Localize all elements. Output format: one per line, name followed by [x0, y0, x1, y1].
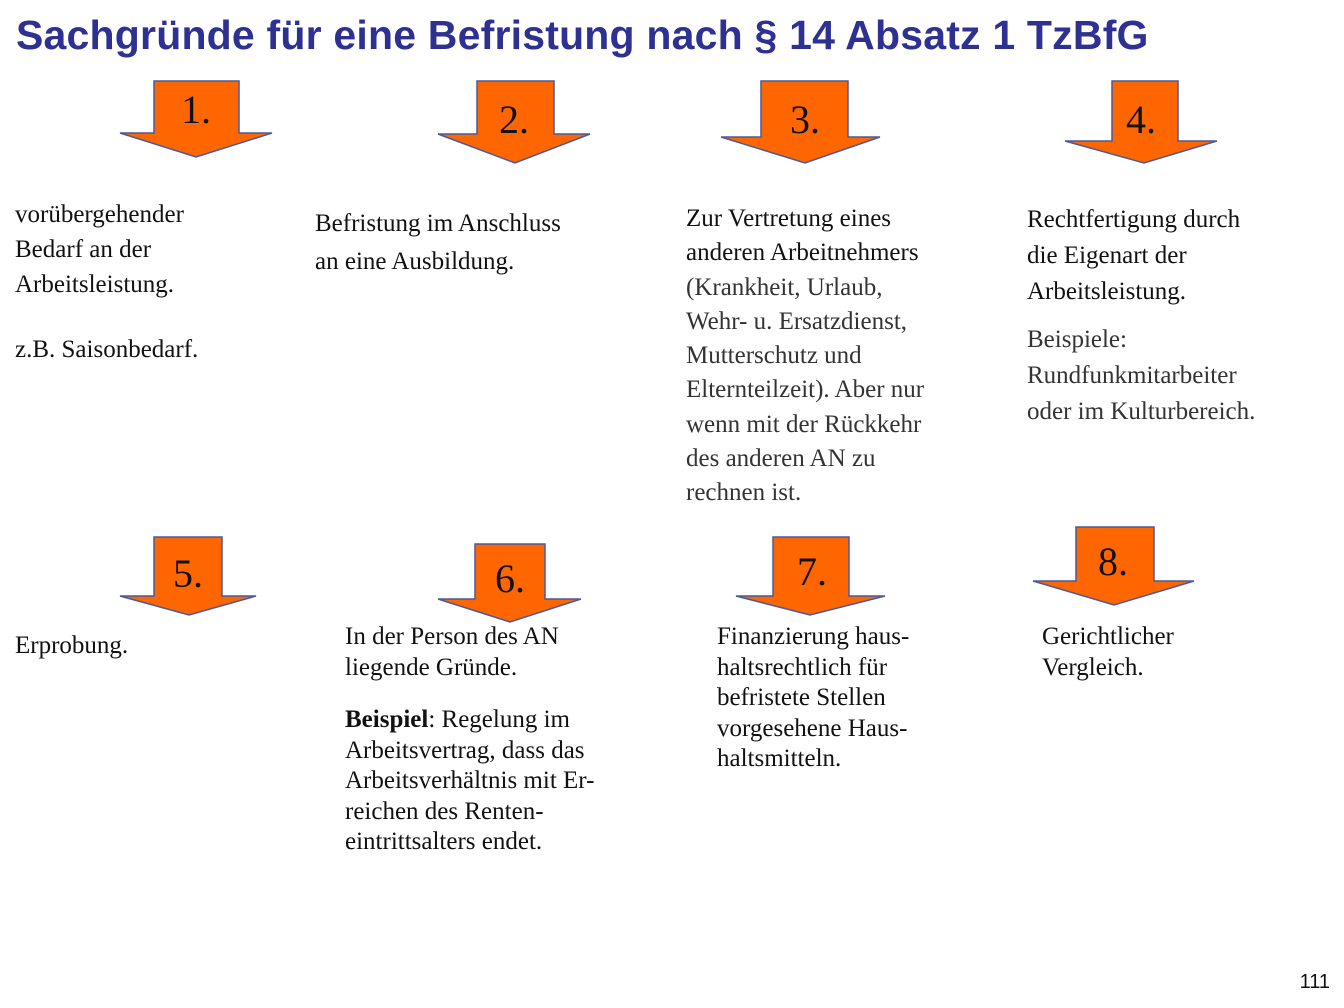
- example-label: Beispiel: [345, 706, 429, 733]
- arrow-2: [437, 80, 591, 164]
- arrow-7: [735, 536, 889, 620]
- text-line: [345, 705, 594, 736]
- text-line: z.B. Saisonbedarf.: [15, 336, 199, 363]
- text-line: rechnen ist.: [686, 479, 802, 507]
- text-line: Mutterschutz und: [686, 342, 862, 370]
- text-line: Arbeitsvertrag, dass das: [345, 736, 585, 764]
- text-line: Vergleich.: [1042, 653, 1144, 681]
- item-number: 4.: [1126, 97, 1156, 142]
- text-line: In der Person des AN: [345, 623, 559, 650]
- arrow-1: [119, 80, 273, 164]
- text-line: oder im Kulturbereich.: [1027, 398, 1256, 425]
- text-line: Elternteilzeit). Aber nur: [686, 376, 925, 404]
- item-1-text: [15, 197, 198, 367]
- text-line: Beispiele:: [1027, 326, 1127, 353]
- text-line: (Krankheit, Urlaub,: [686, 273, 883, 301]
- text-line: an eine Ausbildung.: [315, 248, 515, 275]
- arrow-5: [119, 536, 273, 620]
- text-line: Bedarf an der: [15, 236, 152, 263]
- arrow-4: [1064, 80, 1218, 164]
- item-3-text: [686, 202, 924, 511]
- text-line: Befristung im Anschluss: [315, 210, 561, 237]
- text-line: vorgesehene Haus-: [717, 714, 908, 742]
- text-line: haltsrechtlich für: [717, 653, 888, 681]
- page-number: 111: [1299, 971, 1330, 993]
- spacer: [345, 683, 594, 705]
- item-number: 5.: [173, 551, 203, 596]
- text-line: vorübergehender: [15, 201, 184, 228]
- text-line: Arbeitsleistung.: [15, 271, 175, 298]
- spacer: [1027, 310, 1255, 322]
- item-number: 2.: [499, 97, 529, 142]
- text-line: Rundfunkmitarbeiter: [1027, 362, 1237, 389]
- text-line: anderen Arbeitnehmers: [686, 239, 919, 267]
- text-line: Rechtfertigung durch: [1027, 206, 1241, 233]
- item-4-text: [1027, 202, 1255, 430]
- spacer: [15, 302, 198, 332]
- item-number: 6.: [495, 556, 525, 601]
- text-line: des anderen AN zu: [686, 445, 876, 473]
- item-7-text: [717, 622, 909, 775]
- text-line: befristete Stellen: [717, 684, 886, 711]
- text-line: Gerichtlicher: [1042, 623, 1174, 650]
- text-line: Arbeitsverhältnis mit Er-: [345, 767, 595, 794]
- item-5-text: [15, 628, 128, 663]
- text-line: reichen des Renten-: [345, 797, 544, 825]
- text-line: Wehr- u. Ersatzdienst,: [686, 307, 908, 335]
- arrow-8: [1032, 526, 1186, 610]
- example-text: : Regelung im: [428, 706, 570, 733]
- arrow-6: [437, 543, 591, 627]
- item-2-text: [315, 205, 561, 281]
- text-line: wenn mit der Rückkehr: [686, 410, 922, 438]
- item-number: 3.: [790, 97, 820, 142]
- page-title: Sachgründe für eine Befristung nach § 14 Absatz 1 TzBfG: [16, 12, 1149, 58]
- text-line: haltsmitteln.: [717, 745, 842, 772]
- item-number: 8.: [1098, 539, 1128, 584]
- text-line: die Eigenart der: [1027, 242, 1187, 269]
- text-line: eintrittsalters endet.: [345, 828, 543, 855]
- item-8-text: [1042, 622, 1174, 683]
- text-line: Arbeitsleistung.: [1027, 278, 1187, 305]
- text-line: Finanzierung haus-: [717, 623, 910, 650]
- item-number: 1.: [181, 87, 211, 132]
- item-6-text: [345, 622, 594, 858]
- arrow-3: [720, 80, 874, 164]
- text-line: liegende Gründe.: [345, 653, 518, 681]
- text-line: Erprobung.: [15, 632, 129, 659]
- text-line: Zur Vertretung eines: [686, 205, 892, 232]
- item-number: 7.: [797, 549, 827, 594]
